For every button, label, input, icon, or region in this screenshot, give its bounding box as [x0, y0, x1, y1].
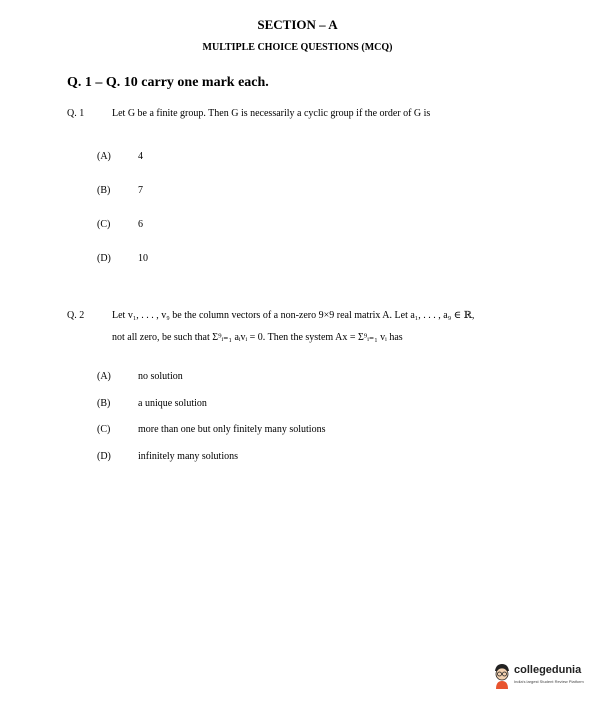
question-2-text-line2: not all zero, be such that Σ⁹ᵢ₌₁ aᵢvᵢ = 0. Then the system Ax = Σ⁹ᵢ₌₁ vᵢ has — [112, 332, 403, 343]
question-2-option-c-label: (C) — [97, 424, 111, 435]
question-1-option-b-label: (B) — [97, 185, 111, 196]
question-2-option-d-label: (D) — [97, 451, 111, 462]
section-subtitle: MULTIPLE CHOICE QUESTIONS (MCQ) — [202, 42, 393, 53]
question-1-option-a-label: (A) — [97, 151, 111, 162]
question-1-option-c: 6 — [138, 219, 143, 230]
question-1-option-d-label: (D) — [97, 253, 111, 264]
question-1-number: Q. 1 — [67, 108, 85, 119]
question-2-option-a-label: (A) — [97, 371, 111, 382]
question-1-text: Let G be a finite group. Then G is necessarily a cyclic group if the order of G is — [112, 108, 431, 119]
question-2-option-a: no solution — [138, 371, 183, 382]
question-1-option-c-label: (C) — [97, 219, 111, 230]
question-2-text-line1: Let v₁, . . . , v₉ be the column vectors of a non-zero 9×9 real matrix A. Let a₁, . . . , a₉ ∈ ℝ, — [112, 310, 475, 321]
marks-note: Q. 1 – Q. 10 carry one mark each. — [67, 75, 269, 90]
question-2-option-b: a unique solution — [138, 398, 207, 409]
brand-name: collegedunia — [514, 664, 582, 676]
question-1-option-a: 4 — [138, 151, 143, 162]
collegedunia-logo — [492, 662, 587, 694]
question-2-number: Q. 2 — [67, 310, 85, 321]
question-2-option-b-label: (B) — [97, 398, 111, 409]
student-mascot-icon — [492, 662, 512, 690]
question-2-option-d: infinitely many solutions — [138, 451, 238, 462]
question-1-option-d: 10 — [138, 253, 148, 264]
question-2-option-c: more than one but only finitely many solutions — [138, 424, 326, 435]
question-1-option-b: 7 — [138, 185, 143, 196]
brand-tagline: India's largest Student Review Platform — [514, 679, 584, 684]
section-title: SECTION – A — [257, 17, 338, 32]
